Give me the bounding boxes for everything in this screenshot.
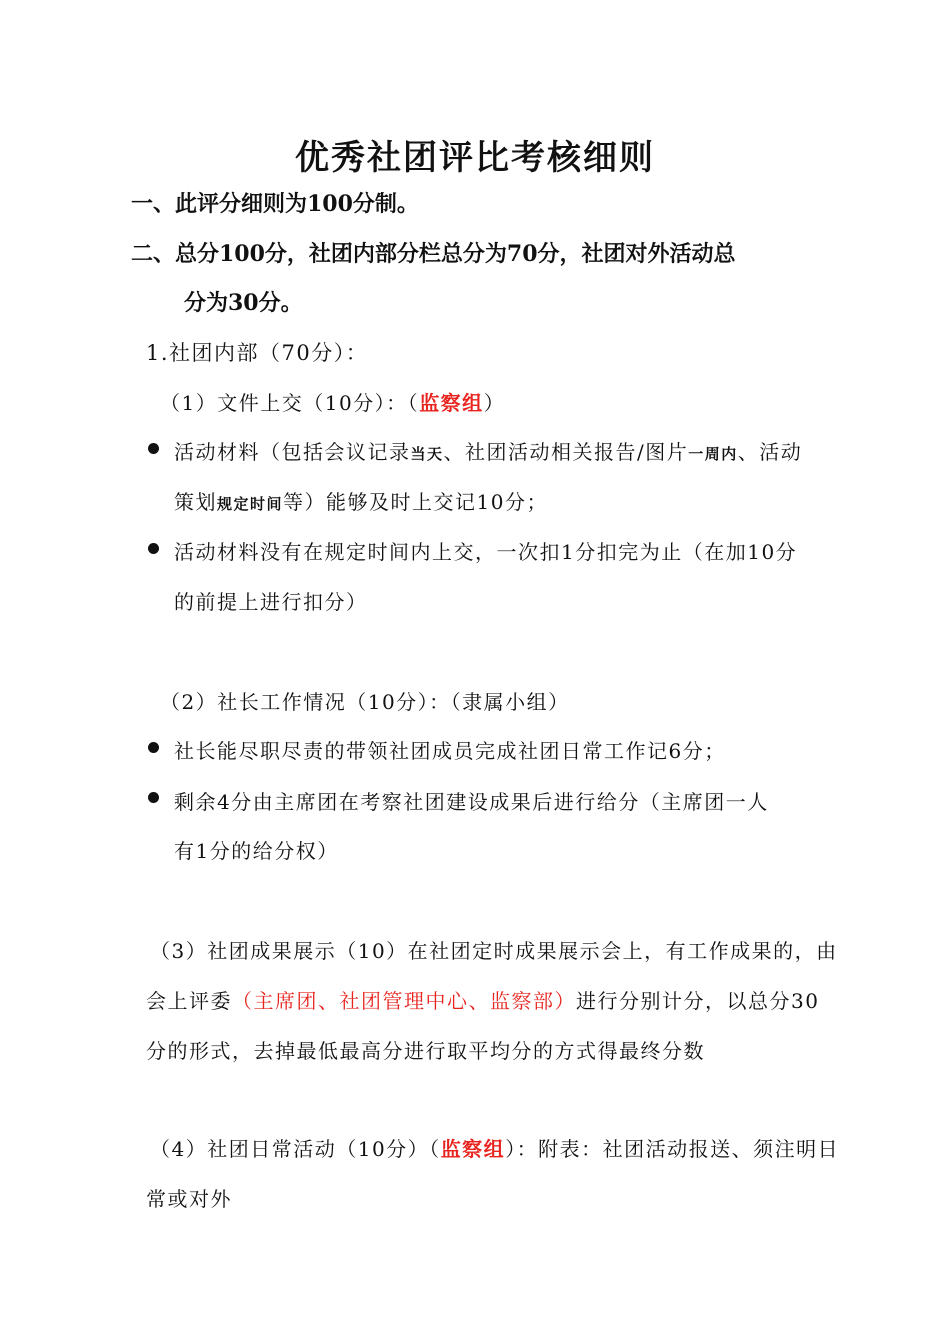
item-2-bullet-2-line-2: 有1分的给分权） bbox=[174, 839, 339, 863]
item-4-line-2: 常或对外 bbox=[146, 1187, 232, 1211]
judges-label: （主席团、社团管理中心、监察部） bbox=[232, 989, 576, 1013]
item-3-line-1: （3）社团成果展示（10）在社团定时成果展示会上，有工作成果的，由 bbox=[150, 939, 838, 963]
item-1-heading-close: ） bbox=[483, 391, 506, 415]
bullet-icon bbox=[148, 543, 159, 554]
item-3-text: 会上评委 bbox=[146, 989, 232, 1013]
rule-2-line-1: 二、总分100分，社团内部分栏总分为70分，社团对外活动总 bbox=[131, 241, 736, 267]
item-1-heading bbox=[160, 387, 505, 416]
deadline-note: 一周内 bbox=[688, 445, 738, 463]
item-4-line-1 bbox=[150, 1133, 839, 1162]
rule-2-line-2: 分为30分。 bbox=[184, 290, 303, 316]
bullet-icon bbox=[148, 443, 159, 454]
item-3-line-3: 分的形式，去掉最低最高分进行取平均分的方式得最终分数 bbox=[146, 1039, 705, 1063]
item-3-text: 进行分别计分，以总分30 bbox=[576, 989, 820, 1013]
bullet-text: 等）能够及时上交记10分； bbox=[283, 490, 548, 514]
bullet-icon bbox=[148, 742, 159, 753]
supervision-group-label: 监察组 bbox=[440, 1137, 506, 1161]
deadline-note: 规定时间 bbox=[217, 495, 284, 513]
bullet-icon bbox=[148, 792, 159, 803]
item-1-bullet-2-line-2: 的前提上进行扣分） bbox=[174, 590, 368, 614]
item-2-bullet-1: 社长能尽职尽责的带领社团成员完成社团日常工作记6分； bbox=[174, 739, 726, 763]
document-title: 优秀社团评比考核细则 bbox=[295, 138, 655, 178]
item-1-bullet-1-line-1 bbox=[174, 436, 802, 465]
item-1-bullet-1-line-2 bbox=[174, 486, 548, 515]
deadline-note: 当天 bbox=[410, 445, 444, 463]
bullet-text: 、活动 bbox=[737, 440, 803, 464]
item-2-heading: （2）社长工作情况（10分）：（隶属小组） bbox=[160, 690, 570, 714]
item-2-bullet-2-line-1: 剩余4分由主席团在考察社团建设成果后进行给分（主席团一人 bbox=[174, 790, 769, 814]
item-1-heading-text: （1）文件上交（10分）：（ bbox=[160, 391, 420, 415]
item-4-text: （4）社团日常活动（10分）（ bbox=[150, 1137, 441, 1161]
bullet-text: 策划 bbox=[174, 490, 217, 514]
bullet-text: 、社团活动相关报告/图片 bbox=[443, 440, 689, 464]
section-1-heading: 1.社团内部（70分）： bbox=[146, 341, 369, 365]
bullet-text: 活动材料（包括会议记录 bbox=[174, 440, 411, 464]
item-4-text: ）：附表：社团活动报送、须注明日 bbox=[505, 1137, 840, 1161]
supervision-group-label: 监察组 bbox=[419, 391, 484, 415]
item-1-bullet-2-line-1: 活动材料没有在规定时间内上交，一次扣1分扣完为止（在加10分 bbox=[174, 540, 798, 564]
item-3-line-2 bbox=[146, 985, 819, 1014]
rule-1: 一、此评分细则为100分制。 bbox=[131, 191, 419, 217]
